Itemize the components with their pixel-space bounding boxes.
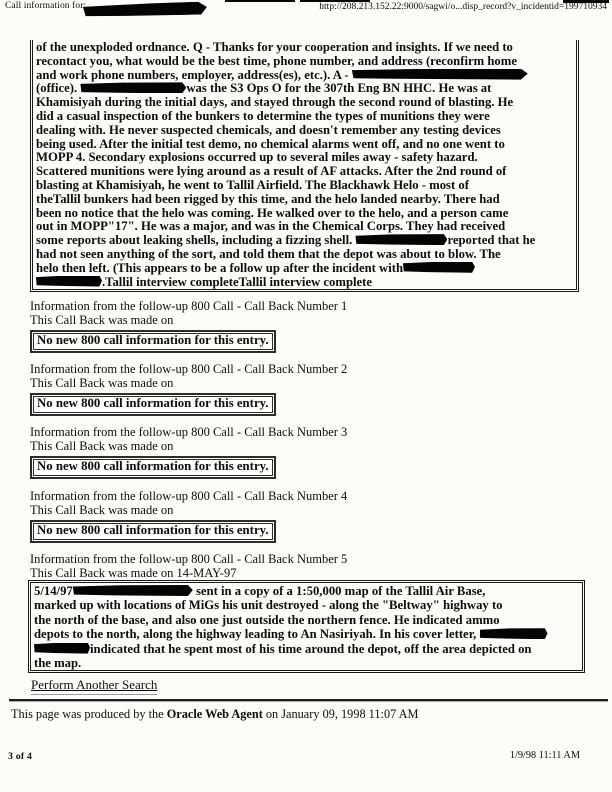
callback-made-on: This Call Back was made on <box>30 502 174 517</box>
header-call-info-label: Call information for: <box>5 1 87 11</box>
text-line <box>34 584 582 598</box>
text-segment: helo then left. (This appears to be a follow up after the incident with <box>36 260 403 275</box>
text-segment: the north of the base, and also one just outside the northern fence. He indicated ammo <box>34 612 500 627</box>
callback-section <box>30 426 347 479</box>
text-segment: (office). <box>36 81 81 96</box>
callback-heading: Information from the follow-up 800 Call - Call Back Number 1 <box>30 299 348 313</box>
text-segment: theTallil bunkers had been rigged by this time, and the helo landed nearby. There had <box>36 191 500 206</box>
text-segment: blasting at Khamisiyah, he went to Tallil Airfield. The Blackhawk Helo - most of <box>36 177 469 192</box>
text-segment: indicated that he spent most of his time around the depot, off the area depicted on <box>90 641 532 656</box>
callback-made-on: This Call Back was made on <box>30 438 174 453</box>
no-info-box <box>30 393 276 416</box>
callback-heading: Information from the follow-up 800 Call - Call Back Number 2 <box>30 362 348 376</box>
text-segment: being used. After the initial test demo, no chemical alarms went off, and no one went to <box>36 136 505 151</box>
text-segment: and work phone numbers, employer, address(es), etc.). A - <box>36 67 352 82</box>
text-line <box>34 656 582 670</box>
header-url: http://208.213.152.22:9000/sagwi/o...disp_record?v_incidentid=199710934 <box>319 2 607 12</box>
text-line <box>36 138 576 152</box>
redaction-bar <box>352 69 528 80</box>
text-line <box>34 598 582 612</box>
produced-by-line <box>11 707 418 722</box>
no-info-box-label: No new 800 call information for this entry. <box>33 333 273 350</box>
redaction-bar <box>36 276 102 287</box>
text-line <box>36 165 576 179</box>
text-segment: marked up with locations of MiGs his unit destroyed - along the "Beltway" highway to <box>34 598 503 613</box>
perform-another-search-link[interactable]: Perform Another Search <box>31 677 157 695</box>
no-info-box <box>30 330 276 353</box>
oracle-web-agent-label: Oracle Web Agent <box>166 707 263 721</box>
text-segment: dealing with. He never suspected chemicals, and doesn't remember any testing devices <box>36 122 501 137</box>
produced-suffix: on January 09, 1998 11:07 AM <box>262 707 419 721</box>
text-segment: Khamisiyah during the initial days, and stayed through the second round of blasting. He <box>36 95 514 110</box>
page-number: 3 of 4 <box>8 751 33 762</box>
redaction-bar <box>480 628 548 639</box>
text-line <box>34 627 582 641</box>
text-segment: 5/14/97 <box>34 584 73 598</box>
produced-prefix: This page was produced by the <box>11 707 167 721</box>
text-line <box>36 41 576 55</box>
callback-heading: Information from the follow-up 800 Call - Call Back Number 3 <box>30 425 348 439</box>
text-segment: recontact you, what would be the best time, phone number, and address (reconfirm home <box>36 53 517 68</box>
callback-heading: Information from the follow-up 800 Call - Call Back Number 4 <box>30 489 348 503</box>
no-info-box-label: No new 800 call information for this entry. <box>33 459 273 476</box>
text-segment: .Tallil interview completeTallil interview complete <box>102 274 373 289</box>
text-line <box>36 248 576 262</box>
callback-heading: Information from the follow-up 800 Call - Call Back Number 5 <box>30 552 348 566</box>
text-line <box>34 613 582 627</box>
redaction-bar <box>80 82 186 93</box>
text-segment: been no notice that the helo was coming. He walked over to the helo, and a person came <box>36 205 509 220</box>
redaction-bar <box>403 262 475 273</box>
text-segment: was the S3 Ops O for the 307th Eng BN HHC. He was at <box>186 81 492 96</box>
no-info-box <box>30 456 276 479</box>
text-line <box>36 124 576 138</box>
redaction-bar <box>83 1 207 17</box>
text-line <box>36 151 576 165</box>
text-segment: had not seen anything of the sort, and told them that the depot was about to blow. The <box>36 246 501 261</box>
callback-made-on: This Call Back was made on 14-MAY-97 <box>30 565 237 580</box>
text-line <box>36 234 576 248</box>
redaction-bar <box>355 234 447 245</box>
callback-made-on: This Call Back was made on <box>30 312 174 327</box>
callback-section <box>30 490 347 543</box>
bottom-paragraph <box>31 583 582 670</box>
text-segment: did a casual inspection of the bunkers to determine the types of munitions they were <box>36 108 490 123</box>
text-segment: MOPP 4. Secondary explosions occurred up to several miles away - safety hazard. <box>36 150 478 165</box>
footer-horizontal-rule <box>9 699 608 701</box>
text-line <box>36 96 576 110</box>
text-segment: depots to the north, along the highway leading to An Nasiriyah. In his cover letter, <box>34 627 480 642</box>
print-timestamp: 1/9/98 11:11 AM <box>509 750 580 761</box>
callback-made-on: This Call Back was made on <box>30 375 174 390</box>
text-segment: some reports about leaking shells, including a fizzing shell. <box>36 233 356 248</box>
text-line <box>36 207 576 221</box>
main-paragraph <box>33 40 576 289</box>
callback-section <box>30 363 347 416</box>
text-segment: of the unexploded ordnance. Q - Thanks for your cooperation and insights. If we need to <box>36 40 513 54</box>
interview-text-box <box>30 40 579 292</box>
text-line <box>36 179 576 193</box>
text-line <box>36 276 576 290</box>
no-info-box-label: No new 800 call information for this entry. <box>33 396 273 413</box>
text-line <box>36 220 576 234</box>
text-segment: reported that he <box>447 233 536 248</box>
redaction-bar <box>73 585 193 596</box>
text-segment: the map. <box>34 656 82 671</box>
redaction-bar <box>34 643 90 654</box>
text-line <box>36 110 576 124</box>
text-line <box>36 69 576 83</box>
text-segment: sent in a copy of a 1:50,000 map of the Tallil Air Base, <box>192 584 486 598</box>
text-line <box>36 82 576 96</box>
callback-section <box>30 553 347 580</box>
text-segment: Scattered munitions were lying around as a result of AF attacks. After the 2nd round of <box>36 164 507 179</box>
text-line <box>34 642 582 656</box>
no-info-box-label: No new 800 call information for this entry. <box>33 523 273 540</box>
text-line <box>36 262 576 276</box>
callback-section <box>30 300 347 353</box>
map-letter-text-box <box>28 580 585 673</box>
text-line <box>36 55 576 69</box>
text-line <box>36 193 576 207</box>
no-info-box <box>30 520 276 543</box>
text-segment: out in MOPP"17". He was a major, and was in the Chemical Corps. They had received <box>36 219 506 234</box>
top-edge-redaction-mark <box>225 0 295 2</box>
